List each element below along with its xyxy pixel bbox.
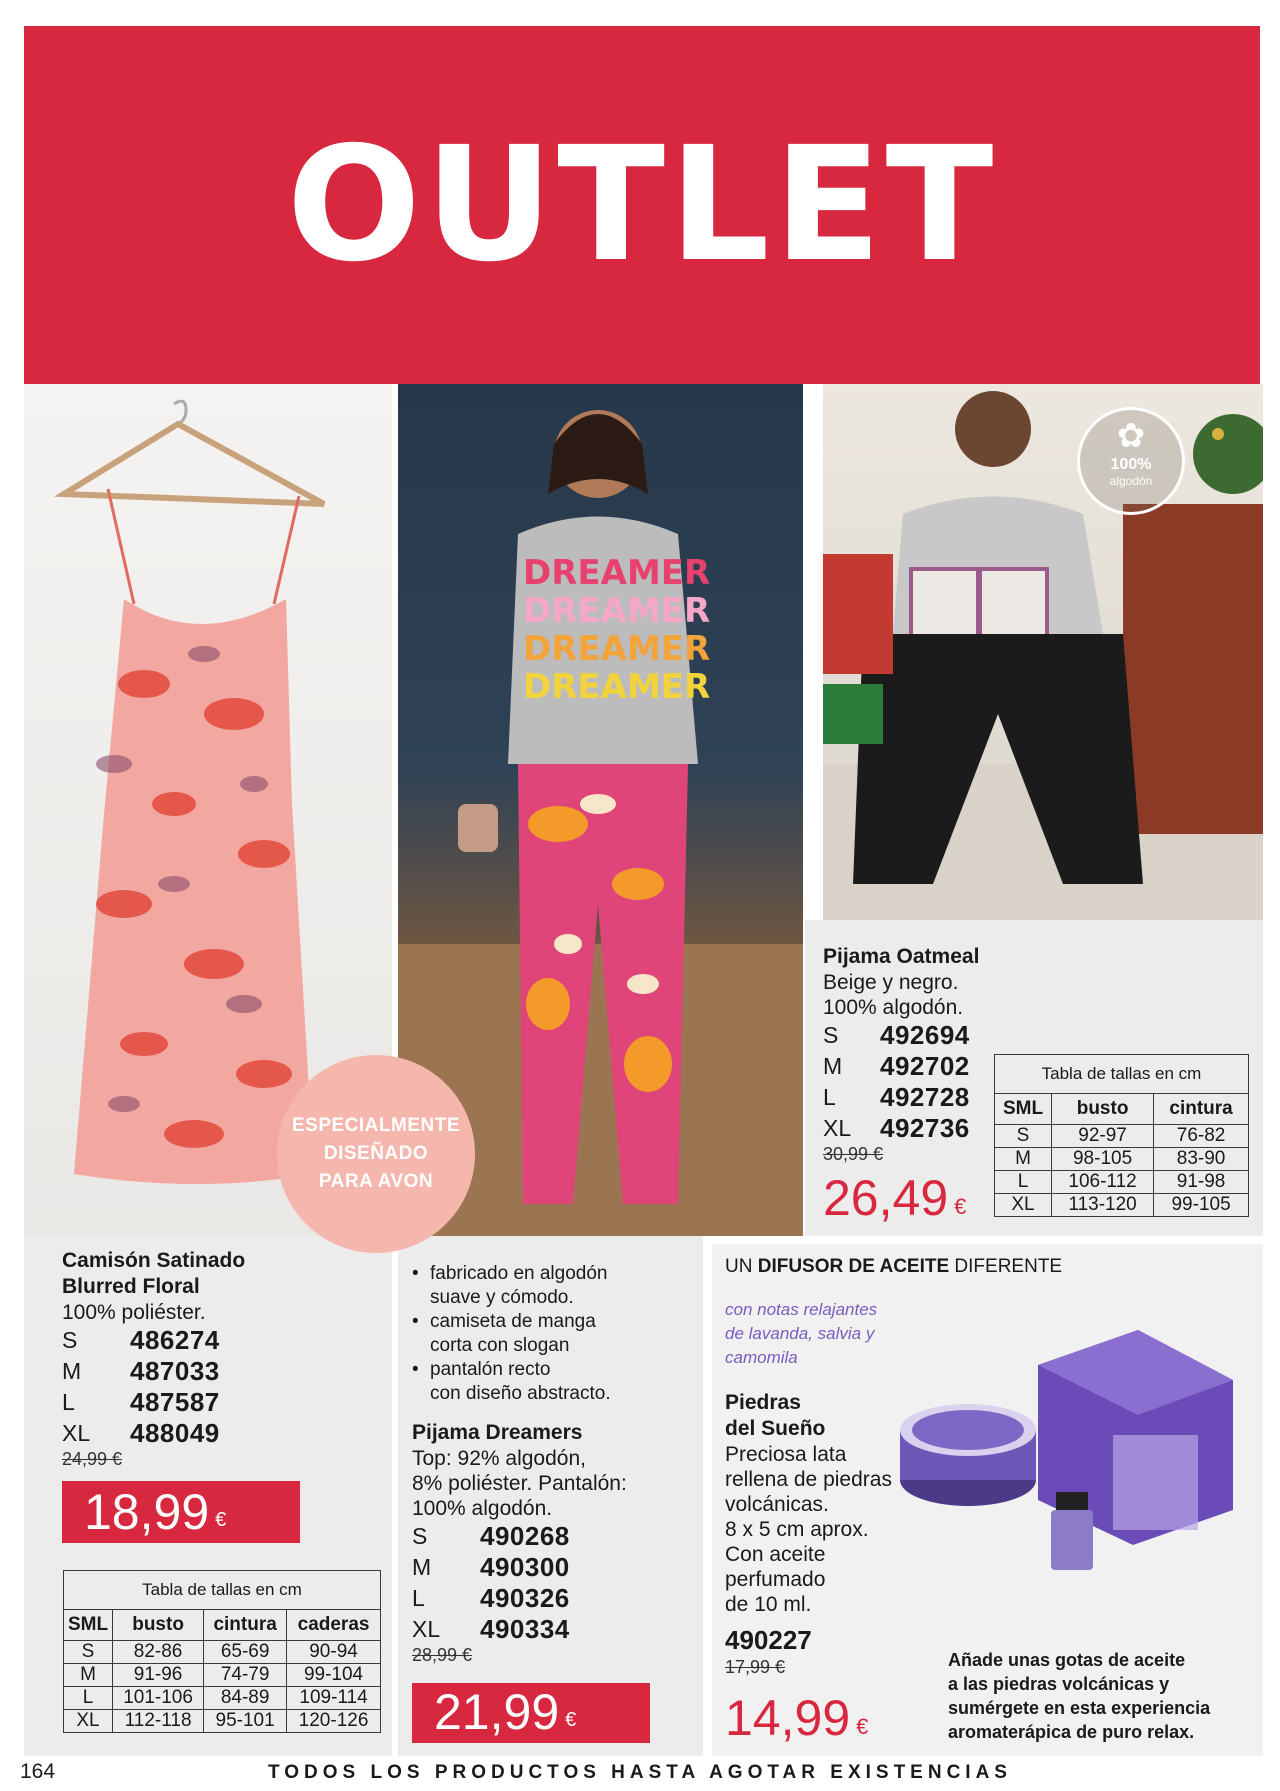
table-cell: L bbox=[995, 1171, 1052, 1194]
table-row bbox=[995, 1125, 1249, 1148]
bullet-line: • pantalón recto bbox=[410, 1358, 700, 1382]
table-cell: 91-96 bbox=[113, 1664, 204, 1687]
desc-line: 8% poliéster. Pantalón: bbox=[412, 1472, 627, 1495]
oatmeal-size-table bbox=[994, 1054, 1249, 1217]
camison-info bbox=[62, 1248, 382, 1470]
svg-text:DREAMER: DREAMER bbox=[523, 553, 711, 593]
price: 14,99 bbox=[725, 1690, 851, 1746]
tip-line: aromaterápica de puro relax. bbox=[948, 1722, 1195, 1742]
piedras-price bbox=[725, 1690, 868, 1746]
heading-pre: UN bbox=[725, 1256, 758, 1277]
table-cell: 106-112 bbox=[1052, 1171, 1154, 1194]
desc-line: Beige y negro. bbox=[823, 971, 959, 994]
table-row bbox=[995, 1148, 1249, 1171]
cotton-flower-icon: ✿ bbox=[1116, 417, 1146, 455]
table-header: busto bbox=[1052, 1094, 1154, 1125]
page-number: 164 bbox=[20, 1760, 56, 1783]
tip-line: a las piedras volcánicas y bbox=[948, 1674, 1170, 1694]
dreamers-price-box bbox=[412, 1683, 650, 1743]
piedras-title-line: del Sueño bbox=[725, 1417, 826, 1440]
table-caption: Tabla de tallas en cm bbox=[64, 1571, 381, 1610]
notes-line: con notas relajantes bbox=[725, 1300, 878, 1319]
table-row bbox=[64, 1710, 381, 1733]
desc-line: 8 x 5 cm aprox. bbox=[725, 1518, 869, 1541]
desc-line: de 10 ml. bbox=[725, 1593, 812, 1616]
table-header: busto bbox=[113, 1610, 204, 1641]
table-cell: 65-69 bbox=[204, 1641, 287, 1664]
size-row bbox=[62, 1418, 382, 1449]
camison-title-line1: Camisón Satinado bbox=[62, 1249, 246, 1272]
old-price: 24,99 € bbox=[62, 1449, 123, 1469]
svg-text:DREAMER: DREAMER bbox=[523, 629, 711, 669]
outlet-banner bbox=[24, 26, 1260, 384]
table-header: cintura bbox=[204, 1610, 287, 1641]
svg-text:DREAMER: DREAMER bbox=[523, 591, 711, 631]
price: 21,99 bbox=[434, 1684, 560, 1740]
dreamers-title: Pijama Dreamers bbox=[412, 1421, 583, 1444]
badge-text: ESPECIALMENTE DISEÑADO PARA AVON bbox=[291, 1115, 461, 1192]
table-header: SML bbox=[64, 1610, 113, 1641]
table-cell: 98-105 bbox=[1052, 1148, 1154, 1171]
bullet-line: suave y cómodo. bbox=[430, 1287, 574, 1308]
product-code: 488049 bbox=[130, 1418, 220, 1448]
oatmeal-photo bbox=[823, 384, 1263, 920]
table-cell: 101-106 bbox=[113, 1687, 204, 1710]
size-label: S bbox=[823, 1022, 839, 1048]
product-code: 492702 bbox=[880, 1051, 970, 1081]
table-row bbox=[64, 1664, 381, 1687]
desc-line: 100% algodón. bbox=[412, 1497, 553, 1520]
bullet-line: con diseño abstracto. bbox=[430, 1383, 611, 1404]
currency: € bbox=[856, 1714, 869, 1739]
product-code: 487033 bbox=[130, 1356, 220, 1386]
table-cell: 112-118 bbox=[113, 1710, 204, 1733]
currency: € bbox=[215, 1509, 227, 1531]
tip-line: sumérgete en esta experiencia bbox=[948, 1698, 1211, 1718]
desc-line: rellena de piedras bbox=[725, 1468, 892, 1491]
camison-material: 100% poliéster. bbox=[62, 1301, 206, 1324]
heading-post: DIFERENTE bbox=[949, 1256, 1063, 1277]
size-row bbox=[62, 1325, 382, 1356]
cotton-percent: 100% bbox=[1110, 456, 1152, 473]
dreamers-bullets bbox=[410, 1262, 700, 1406]
table-cell: M bbox=[64, 1664, 113, 1687]
size-row bbox=[412, 1614, 702, 1645]
table-cell: 76-82 bbox=[1154, 1125, 1249, 1148]
svg-text:DREAMER: DREAMER bbox=[523, 667, 711, 707]
cotton-word: algodón bbox=[1109, 474, 1153, 488]
tip-line: Añade unas gotas de aceite bbox=[948, 1650, 1186, 1670]
size-label: XL bbox=[412, 1616, 441, 1642]
currency: € bbox=[565, 1709, 577, 1731]
table-cell: XL bbox=[64, 1710, 113, 1733]
size-label: M bbox=[412, 1554, 432, 1580]
table-cell: 109-114 bbox=[287, 1687, 381, 1710]
product-code: 492694 bbox=[880, 1020, 970, 1050]
product-code: 492728 bbox=[880, 1082, 970, 1112]
size-row bbox=[412, 1521, 702, 1552]
size-label: L bbox=[823, 1084, 836, 1110]
size-label: XL bbox=[62, 1420, 91, 1446]
size-label: XL bbox=[823, 1115, 852, 1141]
footer-disclaimer: TODOS LOS PRODUCTOS HASTA AGOTAR EXISTENCIAS bbox=[268, 1762, 1012, 1783]
table-cell: 113-120 bbox=[1052, 1194, 1154, 1217]
table-cell: S bbox=[64, 1641, 113, 1664]
bullet-line: • camiseta de manga bbox=[410, 1310, 700, 1334]
designed-for-avon-badge bbox=[277, 1055, 475, 1253]
table-row bbox=[64, 1687, 381, 1710]
desc-line: perfumado bbox=[725, 1568, 826, 1591]
oatmeal-info bbox=[823, 944, 993, 1165]
table-header: caderas bbox=[287, 1610, 381, 1641]
size-label: S bbox=[412, 1523, 428, 1549]
piedras-product-image bbox=[898, 1320, 1258, 1620]
size-label: M bbox=[62, 1358, 82, 1384]
desc-line: 100% algodón. bbox=[823, 996, 964, 1019]
table-cell: 95-101 bbox=[204, 1710, 287, 1733]
product-code: 490326 bbox=[480, 1583, 570, 1613]
bullet-line: corta con slogan bbox=[430, 1335, 570, 1356]
table-cell: 84-89 bbox=[204, 1687, 287, 1710]
bullet-line: • fabricado en algodón bbox=[410, 1262, 700, 1286]
product-code: 490268 bbox=[480, 1521, 570, 1551]
table-cell: L bbox=[64, 1687, 113, 1710]
table-cell: 120-126 bbox=[287, 1710, 381, 1733]
table-row bbox=[995, 1194, 1249, 1217]
table-cell: 99-104 bbox=[287, 1664, 381, 1687]
product-code: 490334 bbox=[480, 1614, 570, 1644]
table-cell: 91-98 bbox=[1154, 1171, 1249, 1194]
product-code: 486274 bbox=[130, 1325, 220, 1355]
notes-line: camomila bbox=[725, 1348, 798, 1367]
currency: € bbox=[954, 1194, 967, 1219]
size-row bbox=[412, 1552, 702, 1583]
size-label: M bbox=[823, 1053, 843, 1079]
table-caption: Tabla de tallas en cm bbox=[995, 1055, 1249, 1094]
product-code: 492736 bbox=[880, 1113, 970, 1143]
size-label: L bbox=[412, 1585, 425, 1611]
camison-price-box bbox=[62, 1481, 300, 1543]
desc-line: Top: 92% algodón, bbox=[412, 1447, 586, 1470]
size-row bbox=[823, 1113, 993, 1144]
table-cell: 92-97 bbox=[1052, 1125, 1154, 1148]
size-row bbox=[62, 1387, 382, 1418]
product-code: 490227 bbox=[725, 1625, 812, 1655]
size-row bbox=[823, 1051, 993, 1082]
cotton-badge bbox=[1077, 407, 1185, 515]
desc-line: volcánicas. bbox=[725, 1493, 829, 1516]
oatmeal-title: Pijama Oatmeal bbox=[823, 945, 980, 968]
table-cell: 83-90 bbox=[1154, 1148, 1249, 1171]
desc-line: Preciosa lata bbox=[725, 1443, 847, 1466]
product-code: 487587 bbox=[130, 1387, 220, 1417]
table-cell: M bbox=[995, 1148, 1052, 1171]
old-price: 30,99 € bbox=[823, 1144, 884, 1164]
notes-line: de lavanda, salvia y bbox=[725, 1324, 875, 1343]
table-cell: 90-94 bbox=[287, 1641, 381, 1664]
desc-line: Con aceite bbox=[725, 1543, 826, 1566]
table-cell: 99-105 bbox=[1154, 1194, 1249, 1217]
table-cell: 74-79 bbox=[204, 1664, 287, 1687]
heading-bold: DIFUSOR DE ACEITE bbox=[757, 1256, 950, 1277]
product-code: 490300 bbox=[480, 1552, 570, 1582]
size-row bbox=[412, 1583, 702, 1614]
table-row bbox=[995, 1171, 1249, 1194]
size-label: L bbox=[62, 1389, 75, 1415]
size-row bbox=[823, 1020, 993, 1051]
camison-size-table bbox=[63, 1570, 381, 1733]
table-cell: S bbox=[995, 1125, 1052, 1148]
table-header: cintura bbox=[1154, 1094, 1249, 1125]
price: 26,49 bbox=[823, 1170, 949, 1226]
oatmeal-price bbox=[823, 1170, 966, 1226]
size-row bbox=[823, 1082, 993, 1113]
table-cell: XL bbox=[995, 1194, 1052, 1217]
oatmeal-illustration bbox=[823, 384, 1263, 920]
piedras-info bbox=[725, 1390, 905, 1678]
old-price: 28,99 € bbox=[412, 1645, 473, 1665]
table-cell: 82-86 bbox=[113, 1641, 204, 1664]
piedras-heading bbox=[725, 1256, 1062, 1278]
camison-title-line2: Blurred Floral bbox=[62, 1275, 200, 1298]
piedras-notes bbox=[725, 1298, 877, 1370]
old-price: 17,99 € bbox=[725, 1657, 786, 1677]
piedras-tip bbox=[948, 1648, 1210, 1744]
table-header: SML bbox=[995, 1094, 1052, 1125]
piedras-title-line: Piedras bbox=[725, 1391, 801, 1414]
table-row bbox=[64, 1641, 381, 1664]
price: 18,99 bbox=[84, 1484, 210, 1540]
banner-title: OUTLET bbox=[286, 113, 998, 297]
piedras-illustration bbox=[898, 1320, 1258, 1620]
dreamers-info bbox=[412, 1420, 702, 1666]
size-row bbox=[62, 1356, 382, 1387]
size-label: S bbox=[62, 1327, 78, 1353]
